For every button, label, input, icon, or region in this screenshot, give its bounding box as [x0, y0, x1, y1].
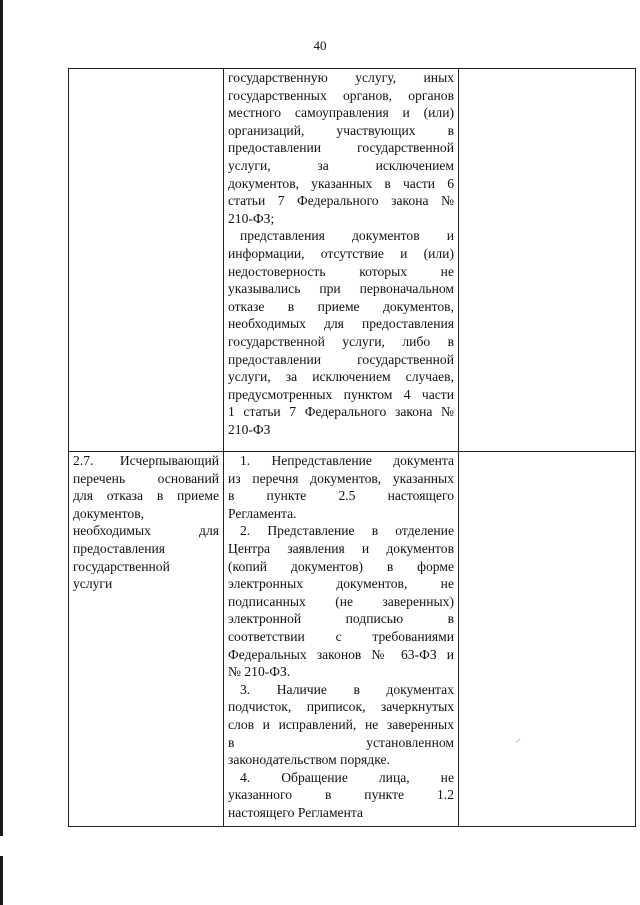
- text-line: предоставлении государственной: [228, 140, 454, 156]
- text-line: Центра заявления и документов: [228, 540, 454, 556]
- page-number: 40: [313, 38, 327, 53]
- text-line: необходимых для: [73, 523, 219, 539]
- text-line: подчисток, приписок, зачеркнутых: [228, 699, 454, 715]
- text-line: законодательством порядке.: [228, 752, 390, 768]
- text-line: электронных документов, не: [228, 576, 454, 592]
- refusal-item-3: [228, 681, 454, 769]
- text-line: 210-ФЗ;: [228, 210, 275, 226]
- text-line: для отказа в приеме: [73, 488, 219, 504]
- text-line: 1 статьи 7 Федерального закона №: [228, 404, 454, 420]
- row1-col2-cell: [224, 69, 459, 452]
- text-line: предоставлении государственной: [228, 351, 454, 367]
- refusal-item-4: [228, 769, 454, 822]
- row2-col2-cell: [224, 452, 459, 827]
- text-line: Регламента.: [228, 505, 297, 521]
- text-line: настоящего Регламента: [228, 804, 363, 820]
- text-line: № 210-ФЗ.: [228, 664, 291, 680]
- refusal-item-2: [228, 522, 454, 680]
- text-line: государственную услугу, иных: [228, 70, 454, 85]
- text-line: перечень оснований: [73, 470, 219, 486]
- text-line: предоставления: [73, 540, 166, 556]
- row2-col3-cell: [459, 452, 636, 827]
- text-line: недостоверность которых не: [228, 263, 454, 279]
- text-line: из перечня документов, указанных: [228, 470, 454, 486]
- text-line: государственной: [73, 558, 170, 574]
- text-line: указывались при первоначальном: [228, 281, 454, 297]
- text-line: 4. Обращение лица, не: [240, 769, 454, 785]
- text-line: электронной подписью в: [228, 611, 454, 627]
- text-line: информации, отсутствие и (или): [228, 245, 454, 261]
- text-line: слов и исправлений, не заверенных: [228, 716, 454, 732]
- text-line: 2. Представление в отделение: [240, 523, 454, 539]
- text-line: в установленном: [228, 734, 454, 750]
- table-row: [69, 452, 636, 827]
- text-line: 210-ФЗ: [228, 421, 271, 437]
- text-line: предусмотренных пунктом 4 части: [228, 386, 454, 402]
- text-line: подписанных (не заверенных): [228, 593, 454, 609]
- row1-paragraph-1: [228, 69, 454, 227]
- text-line: документов, указанных в части 6: [228, 175, 454, 191]
- text-line: в пункте 2.5 настоящего: [228, 488, 454, 504]
- row1-paragraph-2: [228, 227, 454, 438]
- table-row: [69, 69, 636, 452]
- refusal-item-1: [228, 452, 454, 522]
- text-line: государственных органов, органов: [228, 87, 454, 103]
- row1-col1-cell: [69, 69, 224, 452]
- text-line: 1. Непредставление документа: [240, 453, 454, 468]
- text-line: местного самоуправления и (или): [228, 105, 454, 121]
- text-line: представления документов и: [240, 228, 454, 244]
- text-line: услуги, за исключением случаев,: [228, 369, 454, 385]
- text-line: отказе в приеме документов,: [228, 298, 454, 314]
- row2-col1-cell: [69, 452, 224, 827]
- text-line: 2.7. Исчерпывающий: [73, 453, 219, 468]
- row1-col3-cell: [459, 69, 636, 452]
- text-line: услуги: [73, 576, 113, 592]
- text-line: статьи 7 Федерального закона №: [228, 193, 454, 209]
- text-line: Федеральных законов № 63-ФЗ и: [228, 646, 454, 662]
- text-line: необходимых для предоставления: [228, 316, 454, 332]
- text-line: соответствии с требованиями: [228, 628, 454, 644]
- text-line: услуги, за исключением: [228, 157, 454, 173]
- scan-left-edge: [0, 0, 3, 905]
- text-line: документов,: [73, 505, 145, 521]
- text-line: (копий документов) в форме: [228, 558, 454, 574]
- regulation-table: [68, 68, 636, 827]
- text-line: указанного в пункте 1.2: [228, 787, 454, 803]
- text-line: государственной услуги, либо в: [228, 333, 454, 349]
- text-line: организаций, участвующих в: [228, 122, 454, 138]
- text-line: 3. Наличие в документах: [240, 681, 454, 697]
